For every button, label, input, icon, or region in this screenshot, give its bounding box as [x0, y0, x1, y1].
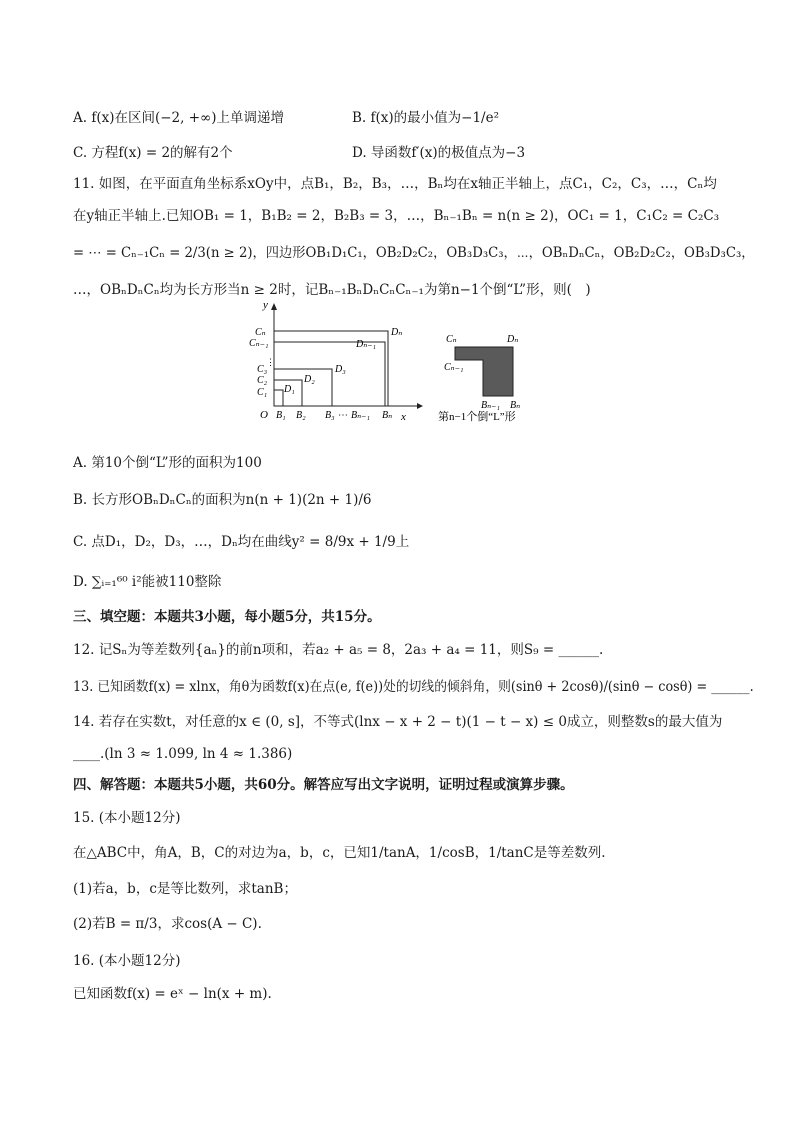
q11-option-c: C. 点D₁，D₂，D₃，…，Dₙ均在曲线y² = 8/9x + 1/9上	[73, 534, 410, 550]
label-b1: B₁	[276, 410, 286, 421]
q13: 13. 已知函数f(x) = xlnx，角θ为函数f(x)在点(e, f(e))处的切线的倾斜角，则(sinθ + 2cosθ)/(sinθ − cosθ) = ______.	[73, 679, 754, 695]
q14-line2: ____.(ln 3 ≈ 1.099, ln 4 ≈ 1.386)	[73, 746, 293, 762]
q16-heading: 16. (本小题12分)	[73, 953, 181, 969]
l-label-cn-1: Cₙ₋₁	[444, 362, 464, 373]
label-bn-1: Bₙ₋₁	[351, 410, 370, 421]
label-d2: D₂	[304, 374, 315, 385]
q10-option-b: B. f(x)的最小值为−1/e²	[352, 110, 499, 126]
q11-option-b: B. 长方形OBₙDₙCₙ的面积为n(n + 1)(2n + 1)/6	[73, 492, 372, 508]
label-x: x	[401, 411, 406, 423]
l-label-bn: Bₙ	[510, 400, 521, 411]
label-c3: C₃	[257, 364, 268, 375]
q11-option-d: D. ∑ᵢ₌₁⁶⁰ i²能被110整除	[73, 574, 222, 590]
q10-option-c: C. 方程f(x) = 2的解有2个	[73, 145, 233, 161]
q14-line1: 14. 若存在实数t，对任意的x ∈ (0, s]，不等式(lnx − x + 2 − t)(1 − t − x) ≤ 0成立，则整数s的最大值为	[73, 714, 723, 730]
q11-rectangles-figure	[245, 298, 425, 424]
l-caption: 第n−1个倒“L”形	[438, 411, 516, 423]
label-d3: D₃	[335, 364, 346, 375]
label-bn: Bₙ	[382, 410, 393, 421]
label-c2: C₂	[257, 375, 268, 386]
rect-1	[274, 390, 283, 406]
l-shape	[455, 347, 513, 396]
l-label-cn: Cₙ	[446, 334, 457, 345]
y-axis-dots: ⋮	[266, 357, 275, 367]
q15-stem: 在△ABC中，角A，B，C的对边为a，b，c，已知1/tanA，1/cosB，1/tanC是等差数列.	[73, 845, 606, 861]
q15-part1: (1)若a，b，c是等比数列，求tanB；	[73, 881, 297, 897]
label-c1: C₁	[257, 387, 268, 398]
rect-n-1	[274, 342, 385, 406]
label-b2: B₂	[296, 410, 306, 421]
q11-stem-line1: 11. 如图，在平面直角坐标系xOy中，点B₁，B₂，B₃，…，Bₙ均在x轴正半轴上，点C₁，C₂，C₃，…，Cₙ均	[73, 176, 717, 192]
label-d1: D₁	[284, 384, 295, 395]
q11-l-shape-figure	[434, 326, 554, 426]
label-y: y	[263, 299, 268, 311]
q11-stem-line4: …，OBₙDₙCₙ均为长方形当n ≥ 2时，记Bₙ₋₁BₙDₙCₙCₙ₋₁为第n−1个倒“L”形，则( )	[73, 282, 591, 298]
q10-option-d: D. 导函数f′(x)的极值点为−3	[352, 145, 526, 161]
q10-option-a: A. f(x)在区间(−2, +∞)上单调递增	[73, 110, 285, 126]
label-cn: Cₙ	[255, 327, 266, 338]
q15-part2: (2)若B = π/3，求cos(A − C).	[73, 916, 262, 932]
q11-stem-line2: 在y轴正半轴上.已知OB₁ = 1，B₁B₂ = 2，B₂B₃ = 3，…，Bₙ₋₁Bₙ = n(n ≥ 2)，OC₁ = 1，C₁C₂ = C₂C₃	[73, 208, 720, 224]
label-b3: B₃	[325, 410, 335, 421]
label-x-dots: ⋯	[338, 410, 348, 421]
label-dn: Dₙ	[391, 327, 403, 338]
q11-stem-line3: = ⋯ = Cₙ₋₁Cₙ = 2/3(n ≥ 2)，四边形OB₁D₁C₁，OB₂D₂C₂，OB₃D₃C₃，⋯，OBₙDₙCₙ，OB₂D₂C₂，OB₃D₃C₃，	[73, 245, 755, 261]
q12: 12. 记Sₙ为等差数列{aₙ}的前n项和，若a₂ + a₅ = 8，2a₃ + a₄ = 11，则S₉ = ______.	[73, 642, 604, 658]
section-4-heading: 四、解答题：本题共5小题，共60分。解答应写出文字说明，证明过程或演算步骤。	[73, 777, 574, 793]
label-cn-1: Cₙ₋₁	[249, 338, 269, 349]
l-label-bn-1: Bₙ₋₁	[481, 400, 500, 411]
q11-option-a: A. 第10个倒“L”形的面积为100	[73, 455, 262, 471]
q16-stem: 已知函数f(x) = eˣ − ln(x + m).	[73, 986, 272, 1002]
label-origin: O	[260, 409, 268, 421]
label-dn-1: Dₙ₋₁	[356, 339, 377, 350]
y-axis-arrow	[271, 303, 277, 310]
x-axis-arrow	[417, 403, 423, 409]
q15-heading: 15. (本小题12分)	[73, 810, 181, 826]
l-label-dn: Dₙ	[507, 334, 519, 345]
section-3-heading: 三、填空题：本题共3小题，每小题5分，共15分。	[73, 609, 381, 625]
